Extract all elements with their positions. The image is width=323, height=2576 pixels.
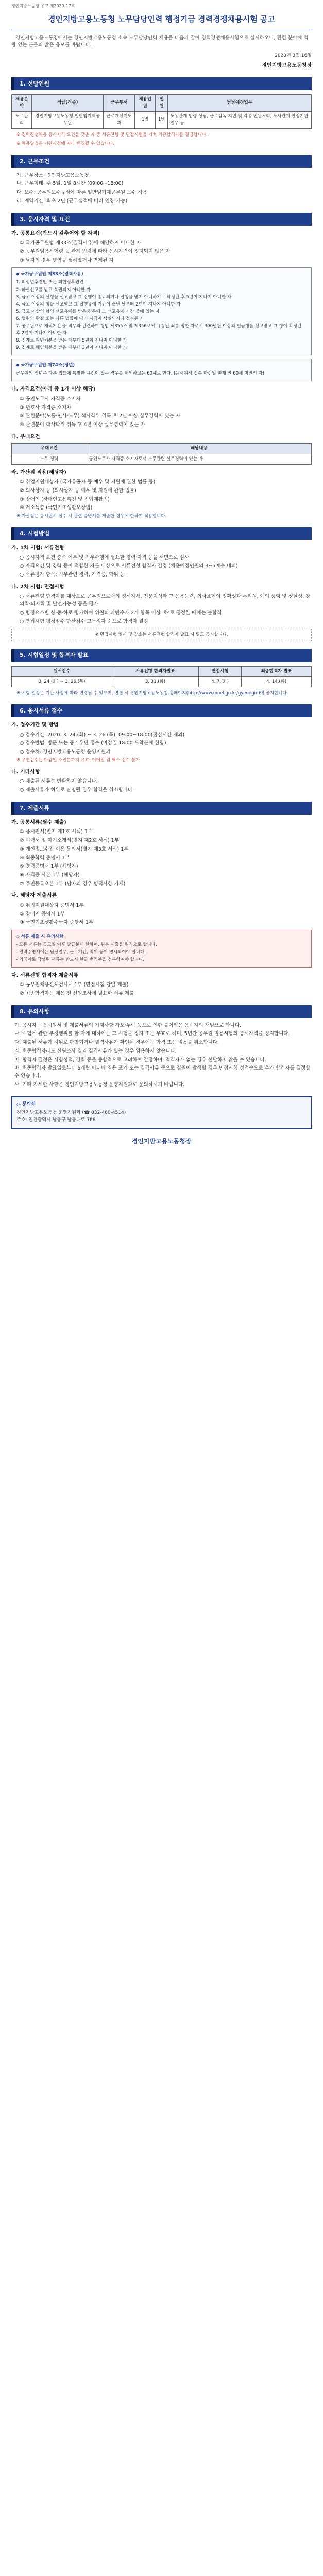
table-header: 채용분야 bbox=[12, 94, 32, 111]
list-item: ⑤ 경력증명서 1부 (해당자) bbox=[20, 863, 78, 870]
table-header: 근무부서 bbox=[103, 94, 135, 111]
notice-page bbox=[0, 0, 323, 1162]
sub-title: 나. 2차 시험: 면접시험 bbox=[11, 584, 64, 590]
list-item: ① 응시원서(별지 제1호 서식) 1부 bbox=[20, 829, 93, 835]
box-line: - 경력증명서에는 담당업무, 근무기간, 직위 등이 명시되어야 합니다. bbox=[16, 950, 146, 955]
list-item: 나. 시험에 관한 부정행위를 한 자에 대하여는 그 시험을 정지 또는 무효로 하며, 5년간 공무원 임용시험의 응시자격을 정지합니다. bbox=[14, 1031, 290, 1037]
table-cell: 3. 31.(화) bbox=[112, 676, 199, 687]
table-header: 최종합격자 발표 bbox=[242, 666, 312, 676]
list-item: ⑥ 자격증 사본 1부 (해당자) bbox=[20, 872, 80, 878]
interview-note: ※ 면접시험 일시 및 장소는 서류전형 합격자 발표 시 별도 공지합니다. bbox=[11, 629, 312, 641]
list-item: ○ 접수기간: 2020. 3. 24.(화) ~ 3. 26.(목), 09:00~18:00(점심시간 제외) bbox=[20, 732, 185, 738]
list-item: ○ 서류평가 항목: 직무관련 경력, 자격증, 학위 등 bbox=[20, 572, 125, 578]
contact-title: ◎ 문의처 bbox=[16, 1101, 36, 1107]
section-title-4: 4. 시험방법 bbox=[11, 527, 312, 540]
disqualification-box bbox=[11, 267, 312, 355]
sub-title: 라. 가산점 적용(해당자) bbox=[11, 469, 66, 476]
section-title-8: 8. 유의사항 bbox=[11, 1005, 312, 1018]
list-item: ○ 접수처: 경인지방고용노동청 운영지원과 bbox=[20, 749, 111, 755]
notice-org: 경인지방고용노동청장 bbox=[262, 63, 312, 69]
list-item: 마. 합격자 결정은 시험성적, 경력 등을 종합적으로 고려하여 결정하며, 적격자가 없는 경우 선발하지 않을 수 있습니다. bbox=[14, 1057, 266, 1063]
list-item: 라. 계약기간: 최초 2년 (근무실적에 따라 연장 가능) bbox=[16, 198, 128, 204]
sec1-note: ※ 채용일정은 기관사정에 따라 변경될 수 있습니다. bbox=[16, 141, 115, 147]
sub-title: 다. 우대요건 bbox=[11, 434, 40, 440]
table-cell: 노동관계 법령 상담, 근로감독 지원 및 각종 민원처리, 노사관계 안정지원 업무 등 bbox=[168, 111, 312, 128]
section-title-6: 6. 응시서류 접수 bbox=[11, 704, 312, 717]
recruit-table bbox=[11, 94, 312, 129]
document-caution-box bbox=[11, 930, 312, 968]
list-item: ⑦ 주민등록초본 1부 (남자의 경우 병적사항 기재) bbox=[20, 880, 126, 887]
list-item: ○ 제출된 서류는 반환하지 않습니다. bbox=[20, 778, 98, 785]
list-item: ② 공무원임용시험령 등 관계 법령에 따라 응시자격이 정지되지 않은 자 bbox=[20, 248, 171, 255]
list-item: ① 취업지원대상자 (국가유공자 등 예우 및 지원에 관한 법률 등) bbox=[20, 479, 156, 485]
list-item: 라. 최종합격자라도 신원조사 결과 결격사유가 있는 경우 임용하지 않습니다. bbox=[14, 1048, 177, 1054]
box-line: 공무원의 정년은 다른 법률에 특별한 규정이 있는 경우를 제외하고는 60세로 한다. (응시원서 접수 마감일 현재 만 60세 미만인 자) bbox=[16, 371, 264, 377]
list-item: ③ 개인정보수집·이용 동의서(별지 제3호 서식) 1부 bbox=[20, 846, 129, 852]
table-header: 우대요건 bbox=[12, 444, 87, 454]
table-header-row bbox=[12, 666, 312, 676]
list-item: ○ 서류전형 합격자를 대상으로 공무원으로서의 정신자세, 전문지식과 그 응용능력, 의사표현의 정확성과 논리성, 예의·품행 및 성실성, 창의력·의지력 및 발전가능성 등을 평가 bbox=[20, 594, 311, 607]
list-item: ④ 관련분야 학사학위 취득 후 4년 이상 실무경력이 있는 자 bbox=[20, 422, 145, 428]
sub-title: 나. 자격요건(아래 중 1개 이상 해당) bbox=[11, 386, 95, 393]
table-cell: 1명 bbox=[155, 111, 168, 128]
box-line: 4. 금고 이상의 형을 선고받고 그 집행유예 기간이 끝난 날부터 2년이 지나지 아니한 자 bbox=[16, 301, 181, 307]
sub-title: 가. 공통요건(반드시 갖추어야 할 자격) bbox=[11, 230, 100, 236]
schedule-table bbox=[11, 666, 312, 687]
list-item: ③ 국민기초생활수급자 증명서 1부 bbox=[20, 920, 93, 926]
list-item: ○ 자격요건 및 경력 등이 적합한 자를 대상으로 서류전형 합격자 결정 (채용예정인원의 3~5배수 내외) bbox=[20, 563, 238, 569]
table-header: 해당내용 bbox=[87, 444, 312, 454]
box-line: 1. 피성년후견인 또는 피한정후견인 bbox=[16, 280, 84, 285]
section-title-5: 5. 시험일정 및 합격자 발표 bbox=[11, 649, 312, 662]
list-item: ② 최종합격자는 채용 전 신원조사에 필요한 서류 제출 bbox=[20, 990, 134, 996]
section-title-7: 7. 제출서류 bbox=[11, 802, 312, 815]
sub-title: 나. 기타사항 bbox=[11, 769, 40, 775]
table-header: 인원 bbox=[155, 94, 168, 111]
box-line: 2. 파산선고를 받고 복권되지 아니한 자 bbox=[16, 287, 91, 293]
table-cell: 4. 7.(화) bbox=[198, 676, 242, 687]
list-item: ③ 남자의 경우 병역을 필하였거나 면제된 자 bbox=[20, 257, 114, 263]
list-item: ① 국가공무원법 제33조(결격사유)에 해당하지 아니한 자 bbox=[20, 240, 141, 246]
intro-text: 경인지방고용노동청에서는 경인지방고용노동청 소속 노무담당인력 채용을 다음과 같이 경력경쟁채용시험으로 실시하오니, 관련 분야에 역량 있는 분들의 많은 응모를 바랍니다. bbox=[11, 35, 309, 48]
section-title-2: 2. 근무조건 bbox=[11, 155, 312, 168]
list-item: ② 장애인 증명서 1부 bbox=[20, 911, 65, 917]
sec3-note: ※ 가산점은 응시원서 접수 시 관련 증명서를 제출한 경우에 한하여 적용합니다. bbox=[16, 514, 167, 519]
list-item: ○ 면접시험 평정점수 합산점수 고득점자 순으로 합격자 결정 bbox=[20, 618, 148, 624]
table-header: 채용인원 bbox=[135, 94, 155, 111]
table-cell: 근로개선지도과 bbox=[103, 111, 135, 128]
table-row bbox=[12, 454, 312, 464]
list-item: ② 변호사 자격증 소지자 bbox=[20, 404, 72, 411]
list-item: 가. 응시자는 응시원서 및 제출서류의 기재사항 착오·누락 등으로 인한 불이익은 응시자의 책임으로 합니다. bbox=[14, 1022, 241, 1028]
list-item: ② 의사상자 등 (의사상자 등 예우 및 지원에 관한 법률) bbox=[20, 487, 137, 494]
box-line: - 모든 서류는 공고일 이후 발급분에 한하며, 원본 제출을 원칙으로 합니다. bbox=[16, 942, 157, 948]
list-item: 다. 제출된 서류가 허위로 판명되거나 결격사유가 확인된 경우에는 합격 또는 임용을 취소합니다. bbox=[14, 1040, 219, 1046]
box-line: 7. 공무원으로 재직기간 중 직무와 관련하여 형법 제355조 및 제356조에 규정된 죄를 범한 자로서 300만원 이상의 벌금형을 선고받고 그 형이 확정된 후 2년이 지나지 아니한 자 bbox=[16, 324, 302, 336]
box-line: 6. 법원의 판결 또는 다른 법률에 따라 자격이 상실되거나 정지된 자 bbox=[16, 316, 144, 322]
table-cell: 1명 bbox=[135, 111, 155, 128]
box-line: 3. 금고 이상의 실형을 선고받고 그 집행이 종료되거나 집행을 받지 아니하기로 확정된 후 5년이 지나지 아니한 자 bbox=[16, 294, 232, 300]
table-header-row bbox=[12, 444, 312, 454]
list-item: 사. 기타 자세한 사항은 경인지방고용노동청 운영지원과로 문의하시기 바랍니다. bbox=[14, 1081, 185, 1088]
sub-title: 가. 1차 시험: 서류전형 bbox=[11, 545, 64, 551]
list-item: ① 공무원채용신체검사서 1부 (면접시험 당일 제출) bbox=[20, 982, 129, 988]
notice-date: 2020년 3월 16일 bbox=[275, 53, 312, 59]
table-header-row bbox=[12, 94, 312, 111]
sub-title: 가. 접수기간 및 방법 bbox=[11, 722, 59, 728]
sec6-red-note: ※ 우편접수는 마감일 소인분까지 유효, 이메일 및 팩스 접수 불가 bbox=[16, 757, 140, 763]
list-item: ① 공인노무사 자격증 소지자 bbox=[20, 396, 81, 402]
footer-org: 경인지방고용노동청장 bbox=[131, 1138, 192, 1145]
page-title: 경인지방고용노동청 노무담당인력 행정기금 경력경쟁채용시험 공고 bbox=[11, 13, 312, 30]
list-item: ③ 관련분야(노동·인사·노무) 석사학위 취득 후 2년 이상 실무경력이 있는 자 bbox=[20, 413, 181, 419]
list-item: ○ 응시자격 요건 충족 여부 및 직무수행에 필요한 경력·자격 등을 서면으로 심사 bbox=[20, 554, 190, 561]
table-cell: 4. 14.(화) bbox=[242, 676, 312, 687]
preference-table bbox=[11, 443, 312, 464]
list-item: 나. 근무형태: 주 5일, 1일 8시간 (09:00~18:00) bbox=[16, 181, 124, 187]
section-title-1: 1. 선발인원 bbox=[11, 77, 312, 90]
box-line: - 외국어로 작성된 서류는 반드시 한글 번역본을 첨부하여야 합니다. bbox=[16, 957, 145, 962]
section-title-3: 3. 응시자격 및 요건 bbox=[11, 213, 312, 226]
table-row bbox=[12, 111, 312, 128]
table-header: 서류전형 합격자발표 bbox=[112, 666, 199, 676]
box-line: 5. 금고 이상의 형의 선고유예를 받은 경우에 그 선고유예 기간 중에 있는 자 bbox=[16, 309, 160, 315]
list-item: 가. 근무장소: 경인지방고용노동청 bbox=[16, 172, 89, 178]
box-title: ◆ 국가공무원법 제33조(결격사유) bbox=[16, 272, 83, 277]
list-item: ○ 접수방법: 방문 또는 등기우편 접수 (마감일 18:00 도착분에 한함) bbox=[20, 740, 166, 747]
table-header: 원서접수 bbox=[12, 666, 112, 676]
table-header: 면접시험 bbox=[198, 666, 242, 676]
table-row bbox=[12, 676, 312, 687]
sub-title: 다. 서류전형 합격자 제출서류 bbox=[11, 972, 79, 978]
list-item: ○ 평정요소별 상·중·하로 평가하여 위원의 과반수가 2개 항목 이상 '하'로 평정한 때에는 불합격 bbox=[20, 609, 222, 616]
sub-title: 가. 공통서류(필수 제출) bbox=[11, 819, 66, 825]
list-item: ② 이력서 및 자기소개서(별지 제2호 서식) 1부 bbox=[20, 838, 119, 844]
retirement-box bbox=[11, 359, 312, 381]
contact-line: 주소: 인천광역시 남동구 남동대로 766 bbox=[16, 1117, 96, 1123]
table-cell: 공인노무사 자격증 소지자로서 노무관련 실무경력이 있는 자 bbox=[87, 454, 312, 464]
table-header: 담당예정업무 bbox=[168, 94, 312, 111]
contact-line: 경인지방고용노동청 운영지원과 (☎ 032-460-4514) bbox=[16, 1110, 126, 1116]
list-item: ① 취업지원대상자 증명서 1부 bbox=[20, 902, 84, 908]
list-item: 다. 보수: 공무원보수규정에 따른 일반임기제공무원 보수 적용 bbox=[16, 190, 147, 196]
table-cell: 노무관리 bbox=[12, 111, 32, 128]
table-cell: 3. 24.(화) ~ 3. 26.(목) bbox=[12, 676, 112, 687]
notice-number: 경인지방노동청 공고 제2020-17호 bbox=[11, 4, 75, 8]
list-item: ④ 최종학력 증명서 1부 bbox=[20, 855, 70, 861]
box-line: 8. 징계로 파면처분을 받은 때부터 5년이 지나지 아니한 자 bbox=[16, 337, 127, 343]
box-title: ◆ 국가공무원법 제74조(정년) bbox=[16, 363, 75, 368]
list-item: 바. 최종합격자 발표일로부터 6개월 이내에 임용 포기 또는 결격사유 등으로 결원이 발생할 경우 면접시험 성적순으로 추가 합격자를 결정할 수 있습니다. bbox=[14, 1065, 311, 1079]
sec1-note: ※ 경력경쟁채용 응시자격 요건을 갖춘 자 중 서류전형 및 면접시험을 거쳐 최종합격자를 결정합니다. bbox=[16, 132, 208, 138]
list-item: ○ 제출서류가 허위로 판명될 경우 합격을 취소합니다. bbox=[20, 787, 134, 793]
sub-title: 나. 해당자 제출서류 bbox=[11, 893, 57, 899]
table-cell: 노무 경력 bbox=[12, 454, 87, 464]
contact-box bbox=[11, 1096, 312, 1130]
box-line: 9. 징계로 해임처분을 받은 때부터 3년이 지나지 아니한 자 bbox=[16, 345, 127, 350]
table-cell: 경인지방고용노동청 일반임기제공무원 bbox=[32, 111, 103, 128]
box-title: ◇ 서류 제출 시 유의사항 bbox=[16, 934, 64, 940]
list-item: ③ 장애인 (장애인고용촉진 및 직업재활법) bbox=[20, 496, 110, 502]
table-header: 직급(직종) bbox=[32, 94, 103, 111]
sec5-note: ※ 시험 일정은 기관 사정에 따라 변경될 수 있으며, 변경 시 경인지방고용노동청 홈페이지(http://www.moel.go.kr/gyeongin)에 공지합니다. bbox=[16, 690, 288, 696]
list-item: ④ 저소득층 (국민기초생활보장법) bbox=[20, 505, 93, 511]
